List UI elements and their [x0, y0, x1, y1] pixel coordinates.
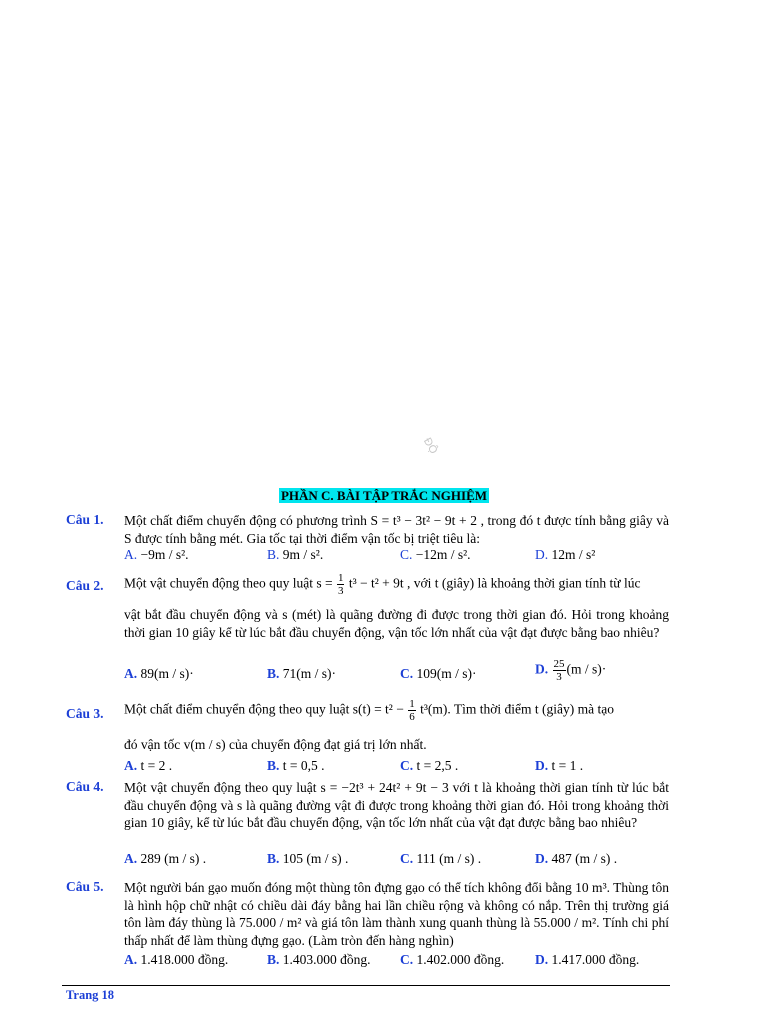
- option-value: (m / s)·: [566, 661, 607, 677]
- option-b: [267, 758, 325, 774]
- option-value: 1.402.000 đồng.: [416, 952, 505, 967]
- question-label: Câu 1.: [66, 512, 104, 527]
- question-label: Câu 2.: [66, 578, 104, 593]
- fraction-denominator: 3: [556, 671, 562, 683]
- question-label: Câu 5.: [66, 879, 104, 894]
- watermark-text: ĐỘ: [420, 435, 440, 457]
- option-c: [400, 851, 481, 867]
- option-letter: D.: [535, 547, 549, 562]
- option-value: t = 0,5 .: [282, 758, 325, 773]
- option-a: [124, 952, 228, 968]
- option-letter: C.: [400, 952, 414, 967]
- question-text: Một vật chuyển động theo quy luật s = −2t³ + 24t² + 9t − 3 với t là khoảng thời gian tính từ lúc bắt đầu chuyển động và s là quãng đường vật đi được trong khoảng thời gian đó. Hỏi trong khoảng thời gian 10 giây, kể từ lúc bắt đầu chuyển động, vận tốc lớn nhất của vật đạt được bằng bao nhiêu?: [124, 780, 669, 830]
- option-letter: C.: [400, 758, 414, 773]
- question-text: [124, 572, 669, 597]
- question-text: Một chất điểm chuyển động có phương trình S = t³ − 3t² − 9t + 2 , trong đó t được tính bằng giây và S được tính bằng mét. Gia tốc tại thời điểm vận tốc bị triệt tiêu là:: [124, 513, 669, 546]
- option-value: 111 (m / s) .: [416, 851, 482, 866]
- option-b: [267, 851, 348, 867]
- option-letter: C.: [400, 851, 414, 866]
- option-value: 487 (m / s) .: [551, 851, 618, 866]
- options-row: [124, 952, 669, 970]
- option-a: [124, 851, 206, 867]
- options-row: [124, 658, 669, 684]
- option-d: [535, 658, 606, 683]
- option-value: 89(m / s)·: [140, 666, 194, 681]
- question-text-end: t³ − t² + 9t , với t (giây) là khoảng thời gian tính từ lúc: [348, 575, 641, 591]
- option-letter: A.: [124, 952, 138, 967]
- option-letter: A.: [124, 666, 138, 681]
- option-letter: B.: [267, 952, 280, 967]
- option-b: [267, 547, 323, 563]
- option-letter: B.: [267, 666, 280, 681]
- option-d: [535, 547, 595, 563]
- option-value: 1.418.000 đồng.: [140, 952, 229, 967]
- option-letter: C.: [400, 547, 413, 562]
- option-d: [535, 758, 583, 774]
- option-c: [400, 952, 504, 968]
- option-letter: B.: [267, 758, 280, 773]
- option-c: [400, 666, 477, 682]
- option-letter: A.: [124, 547, 138, 562]
- option-value: 1.417.000 đồng.: [551, 952, 640, 967]
- fraction-numerator: 25: [553, 658, 565, 670]
- option-c: [400, 547, 471, 563]
- option-value: t = 2,5 .: [416, 758, 459, 773]
- question-label: Câu 3.: [66, 706, 104, 721]
- fraction: [408, 698, 416, 723]
- option-value: 71(m / s)·: [282, 666, 337, 681]
- option-value: 9m / s².: [282, 547, 324, 562]
- fraction-denominator: 3: [337, 585, 344, 597]
- page-number: Trang 18: [66, 988, 115, 1002]
- option-letter: D.: [535, 851, 549, 866]
- option-letter: A.: [124, 851, 138, 866]
- section-title-text: PHẦN C. BÀI TẬP TRẮC NGHIỆM: [280, 488, 488, 503]
- question-text-end: t³(m). Tìm thời điểm t (giây) mà tạo: [420, 701, 615, 717]
- option-value: 289 (m / s) .: [140, 851, 207, 866]
- option-b: [267, 952, 371, 968]
- option-d: [535, 952, 639, 968]
- option-a: [124, 666, 194, 682]
- question-text-start: Một vật chuyển động theo quy luật s =: [124, 575, 333, 591]
- option-letter: B.: [267, 547, 280, 562]
- option-letter: B.: [267, 851, 280, 866]
- question-text-continued: đó vận tốc v(m / s) của chuyển động đạt giá trị lớn nhất.: [124, 737, 427, 752]
- question-label: Câu 4.: [66, 779, 104, 794]
- option-a: [124, 758, 172, 774]
- fraction-numerator: 1: [409, 698, 415, 710]
- option-letter: C.: [400, 666, 414, 681]
- option-value: 109(m / s)·: [416, 666, 477, 681]
- question-text: Một người bán gạo muốn đóng một thùng tôn đựng gạo có thể tích không đổi bằng 10 m³. Thùng tôn là hình hộp chữ nhật có chiều dài đáy bằng hai lần chiều rộng và không có nắp. Trên thị trường giá tôn làm đáy thùng là 75.000 / m² và giá tôn làm thành xung quanh thùng là 55.000 / m². Tính chi phí thấp nhất để làm thùng đựng gạo. (Làm tròn đến hàng nghìn): [124, 880, 669, 948]
- question-text-start: Một chất điểm chuyển động theo quy luật s(t) = t² −: [124, 701, 404, 717]
- option-value: −9m / s².: [140, 547, 189, 562]
- option-a: [124, 547, 189, 563]
- option-value: 105 (m / s) .: [282, 851, 349, 866]
- question-text: [124, 698, 669, 723]
- option-letter: A.: [124, 758, 138, 773]
- option-c: [400, 758, 458, 774]
- option-letter: D.: [535, 758, 549, 773]
- options-row: [124, 851, 669, 869]
- option-d: [535, 851, 617, 867]
- option-letter: D.: [535, 952, 549, 967]
- section-title: [0, 488, 768, 504]
- options-row: [124, 547, 669, 565]
- fraction: [337, 572, 345, 597]
- fraction: [553, 658, 566, 683]
- option-value: t = 1 .: [551, 758, 584, 773]
- fraction-numerator: 1: [337, 572, 344, 584]
- option-letter: D.: [535, 661, 549, 677]
- question-text-continued: vật bắt đầu chuyển động và s (mét) là quãng đường đi được trong thời gian đó. Hỏi trong khoảng thời gian 10 giây kể từ lúc bắt đầu chuyển động, vận tốc lớn nhất của vật đạt được bằng bao nhiêu?: [124, 607, 669, 640]
- fraction-denominator: 6: [409, 711, 415, 723]
- option-value: −12m / s².: [415, 547, 471, 562]
- option-value: t = 2 .: [140, 758, 173, 773]
- option-b: [267, 666, 336, 682]
- option-value: 12m / s²: [551, 547, 596, 562]
- options-row: [124, 758, 669, 776]
- footer-divider: [62, 985, 670, 986]
- option-value: 1.403.000 đồng.: [282, 952, 371, 967]
